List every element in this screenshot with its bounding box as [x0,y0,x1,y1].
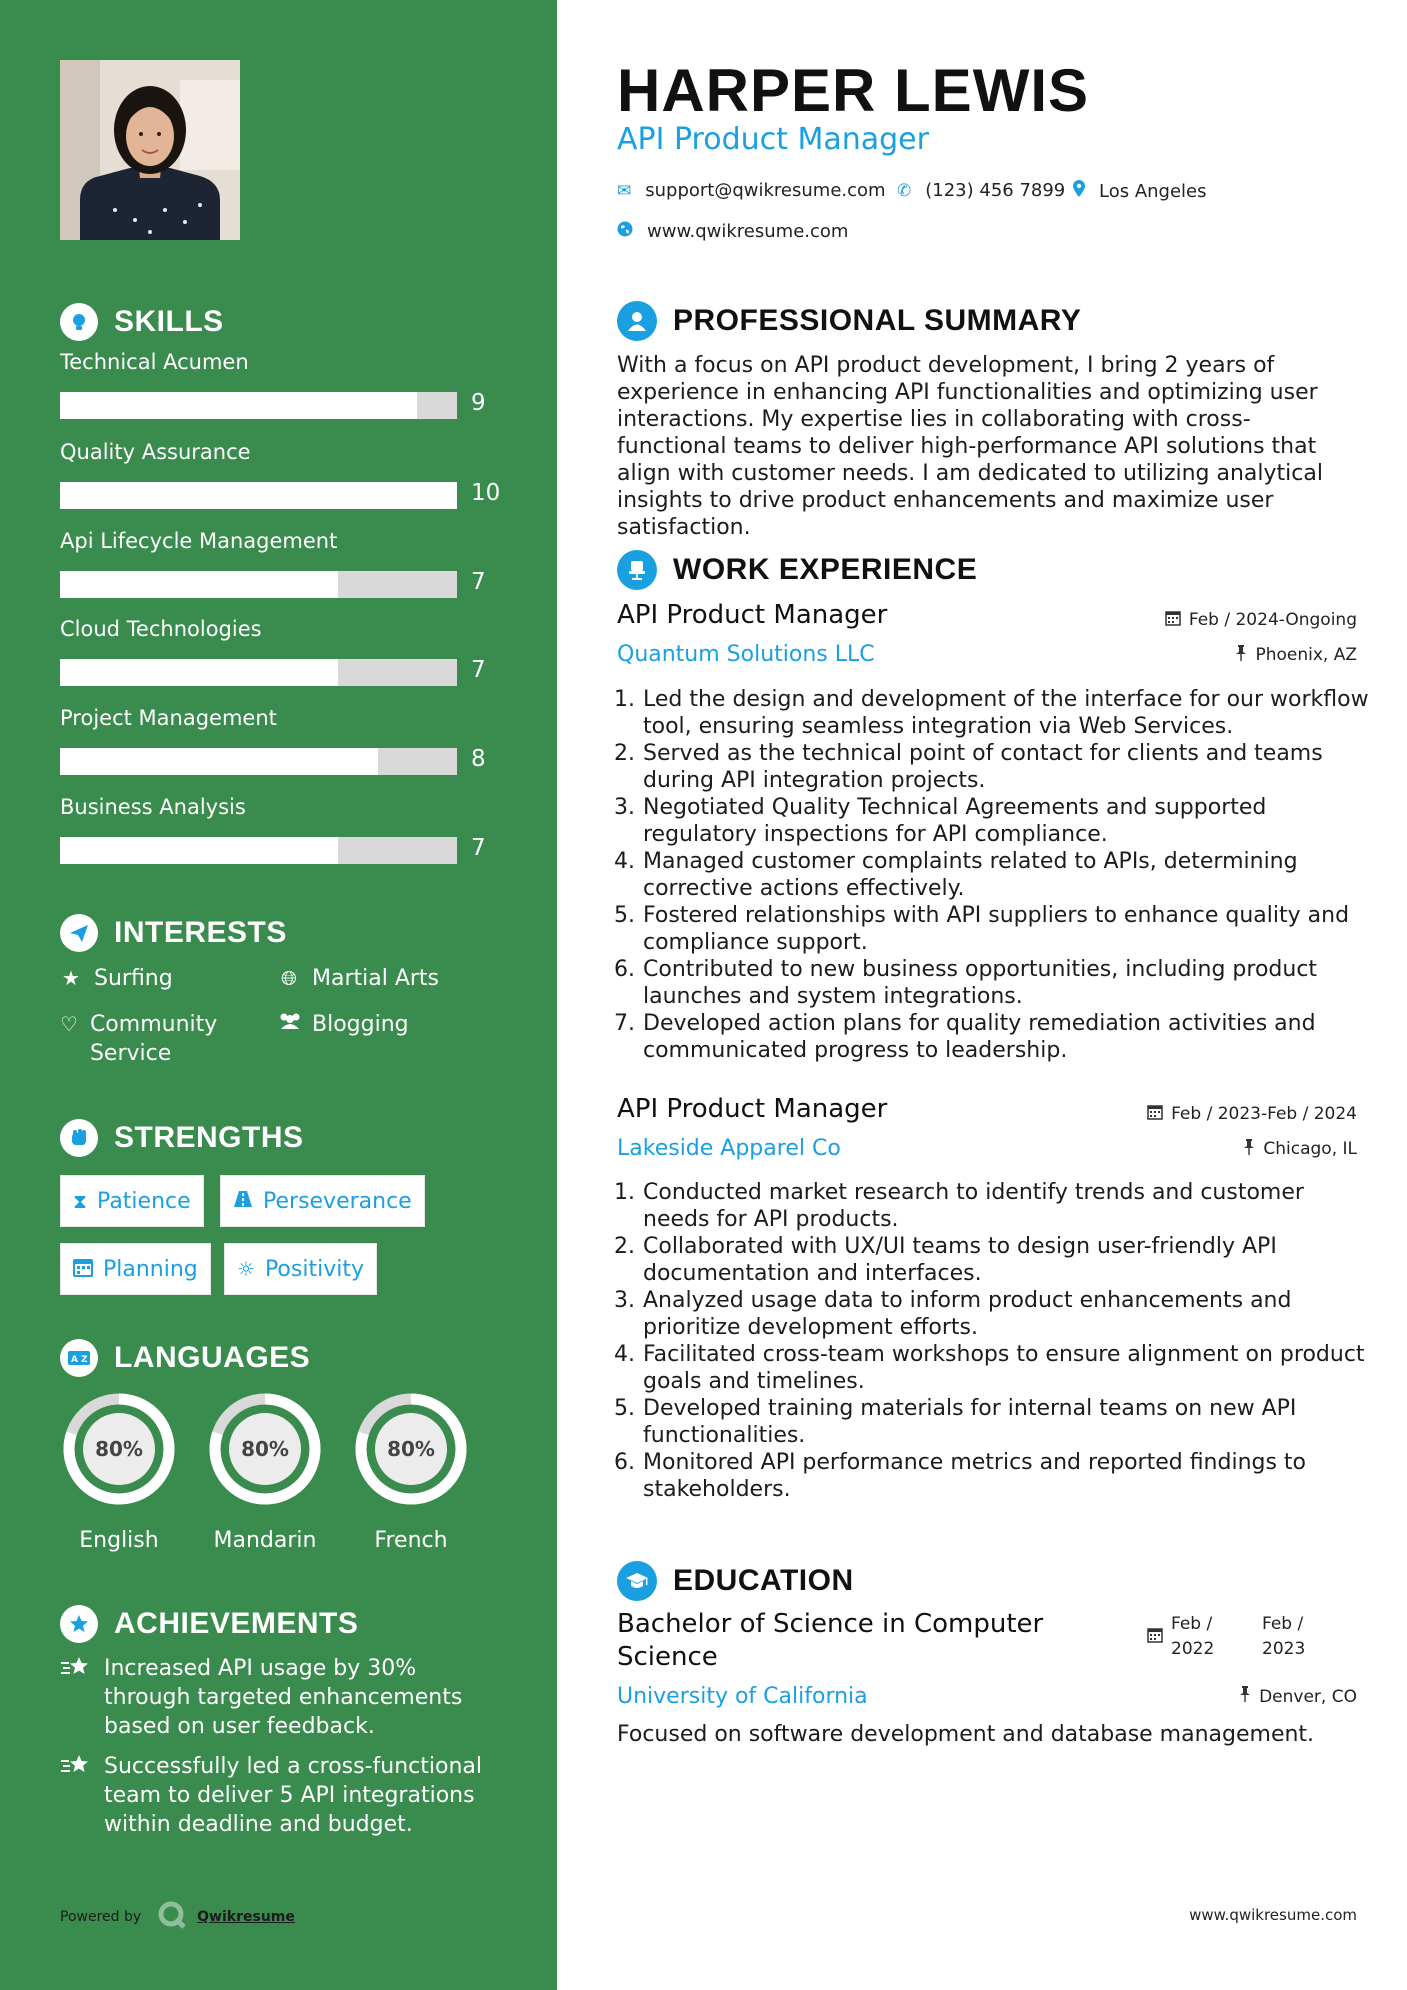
duty-text: Managed customer complaints related to APIs, determining corrective actions effectively. [643,849,1298,901]
job-title: API Product Manager [617,600,888,630]
skill-name: Quality Assurance [60,440,251,464]
job-duty [609,848,1369,902]
education-description: Focused on software development and database management. [617,1722,1315,1747]
duty-number: 4. [614,1342,635,1367]
duty-text: Served as the technical point of contact for clients and teams during API integration projects. [643,741,1323,793]
qwikresume-link[interactable]: Qwikresume [197,1909,295,1925]
interest-item: ♡ Community Service [60,1012,218,1066]
job-duty [609,1010,1369,1064]
calendar-icon [1165,610,1181,630]
job-duty [609,1449,1369,1503]
job-duty [609,1179,1369,1233]
globe-icon [617,221,633,242]
job-dates: Feb / 2024-Ongoing [1165,610,1357,630]
education-school: University of California [617,1684,868,1709]
language-percent: 80% [95,1437,143,1461]
achievement-item: Increased API usage by 30% through targeted enhancements based on user feedback. [60,1654,500,1741]
strengths-heading: STRENGTHS [60,1118,304,1158]
duty-number: 7. [614,1011,635,1036]
skill-bar [60,571,457,598]
pin-icon [1235,645,1247,665]
skill-level: 7 [471,657,486,683]
shooting-star-icon [60,1654,94,1741]
powered-by: Powered by Qwikresume [60,1900,295,1934]
experience-heading: WORK EXPERIENCE [617,550,977,590]
interest-item: 🌐︎ Martial Arts [278,964,439,993]
skill-level: 9 [471,390,486,416]
skill-bar [60,837,457,864]
education-end-date: Feb / 2023 [1262,1614,1306,1659]
interests-heading: INTERESTS [60,913,287,953]
job-location: Chicago, IL [1243,1139,1357,1159]
graduation-cap-icon [617,1561,657,1601]
skill-bar [60,748,457,775]
job-duty [609,686,1369,740]
interest-item: ★ Surfing [60,964,173,993]
job-location: Phoenix, AZ [1235,645,1357,665]
main-content [557,0,1407,1990]
duty-text: Negotiated Quality Technical Agreements and supported regulatory inspections for API compliance. [643,795,1267,847]
language-percent: 80% [387,1437,435,1461]
lightbulb-icon [60,303,98,341]
duty-number: 5. [614,1396,635,1421]
phone-icon: ✆ [897,180,912,201]
skill-item [60,440,501,506]
svg-text:A: A [71,1355,78,1365]
duty-text: Led the design and development of the interface for our workflow tool, ensuring seamless integration via Web Services. [643,687,1369,739]
skill-item [60,706,500,772]
skill-name: Technical Acumen [60,350,249,374]
language-name: Mandarin [213,1528,317,1553]
strength-tag: Planning [60,1243,211,1295]
qwikresume-logo-icon [157,1900,187,1934]
duty-text: Fostered relationships with API suppliers to enhance quality and compliance support. [643,903,1350,955]
language-name: English [79,1528,159,1553]
profile-photo [60,60,240,240]
duty-text: Facilitated cross-team workshops to ensure alignment on product goals and timelines. [643,1342,1365,1394]
contact-website: www.qwikresume.com [617,221,848,242]
skill-item [60,795,500,861]
education-location: Denver, CO [1239,1686,1357,1707]
strength-tag: ☼ Positivity [224,1243,377,1295]
duty-number: 2. [614,741,635,766]
hourglass-icon: ⧗ [73,1189,88,1213]
duty-number: 3. [614,795,635,820]
pin-icon [1243,1139,1255,1159]
footer-website[interactable]: www.qwikresume.com [1189,1906,1357,1924]
envelope-icon: ✉ [617,180,632,201]
calendar-icon [1147,1626,1163,1662]
skill-bar-fill [60,482,457,509]
education-degree: Bachelor of Science in Computer Science [617,1609,1044,1672]
user-icon [617,301,657,341]
job-duty [609,794,1369,848]
skill-item [60,529,500,595]
job-duty [609,1233,1369,1287]
contact-location: Los Angeles [1073,180,1207,202]
job-duty [609,1395,1369,1449]
skill-level: 10 [471,480,501,506]
users-icon [278,1010,300,1039]
duty-number: 4. [614,849,635,874]
skill-bar [60,392,457,419]
language-percent: 80% [241,1437,289,1461]
duty-number: 5. [614,903,635,928]
duty-text: Monitored API performance metrics and reported findings to stakeholders. [643,1450,1307,1502]
duty-text: Developed training materials for internal teams on new API functionalities. [643,1396,1297,1448]
job-dates: Feb / 2023-Feb / 2024 [1147,1104,1357,1124]
job-duty [609,1341,1369,1395]
language-ring [58,1388,180,1510]
fist-icon [60,1119,98,1157]
education-heading: EDUCATION [617,1561,854,1601]
sun-icon: ☼ [237,1257,255,1281]
language-name: French [374,1528,448,1553]
job-company: Quantum Solutions LLC [617,642,875,667]
skill-bar-fill [60,659,338,686]
skill-bar-fill [60,571,338,598]
map-pin-icon [1073,180,1085,202]
heart-icon: ♡ [60,1012,78,1036]
candidate-name: HARPER LEWIS [617,57,1090,124]
sidebar [0,0,557,1990]
duty-number: 6. [614,1450,635,1475]
skill-bar-fill [60,748,378,775]
language-ring [350,1388,472,1510]
achievement-item: Successfully led a cross-functional team to deliver 5 API integrations within deadline and budget. [60,1752,500,1839]
translate-icon [60,1339,98,1377]
svg-text:Z: Z [81,1355,88,1365]
job-duty [609,740,1369,794]
education-start-date: Feb / 2022 [1147,1612,1214,1662]
job-duties-list [609,686,1369,1064]
duty-number: 2. [614,1234,635,1259]
skill-level: 7 [471,835,486,861]
strength-tag: ⧗ Patience [60,1175,204,1227]
star-badge-icon [60,1605,98,1643]
duty-number: 1. [614,1180,635,1205]
summary-heading: PROFESSIONAL SUMMARY [617,301,1081,341]
chair-icon [617,550,657,590]
duty-text: Analyzed usage data to inform product enhancements and prioritize development efforts. [643,1288,1292,1340]
skill-item [60,617,500,683]
skill-bar [60,659,457,686]
duty-text: Collaborated with UX/UI teams to design user-friendly API documentation and interfaces. [643,1234,1277,1286]
duty-number: 6. [614,957,635,982]
language-item [350,1388,472,1553]
job-company: Lakeside Apparel Co [617,1136,841,1161]
languages-heading: A Z LANGUAGES [60,1338,310,1378]
duty-text: Contributed to new business opportunities, including product launches and system integrations. [643,957,1318,1009]
skill-level: 8 [471,746,486,772]
job-duty [609,1287,1369,1341]
duty-text: Conducted market research to identify trends and customer needs for API products. [643,1180,1304,1232]
contact-email: ✉ support@qwikresume.com [617,180,886,201]
skill-bar-fill [60,837,338,864]
job-duty [609,902,1369,956]
job-duties-list [609,1179,1369,1503]
skill-name: Project Management [60,706,277,730]
job-title: API Product Manager [617,1094,888,1124]
globe-icon: 🌐︎ [281,966,297,990]
skill-bar-fill [60,392,417,419]
job-duty [609,956,1369,1010]
duty-number: 1. [614,687,635,712]
skill-level: 7 [471,569,486,595]
skill-name: Business Analysis [60,795,246,819]
summary-text: With a focus on API product development, I bring 2 years of experience in enhancing API functionalities and optimizing user interactions. My expertise lies in collaborating with cross-functional teams to deliver high-performance API solutions that align with customer needs. I am dedicated to utilizing analytical insights to drive product enhancements and maximize user satisfaction. [617,353,1323,540]
road-icon [233,1189,253,1213]
interest-item: Blogging [278,1010,409,1039]
duty-number: 3. [614,1288,635,1313]
language-item [58,1388,180,1553]
star-icon: ★ [62,966,80,990]
skill-bar [60,482,457,509]
skill-name: Cloud Technologies [60,617,262,641]
skills-heading: SKILLS [60,302,224,342]
contact-phone: ✆ (123) 456 7899 [897,180,1066,201]
paper-plane-icon [60,914,98,952]
skill-name: Api Lifecycle Management [60,529,338,553]
shooting-star-icon [60,1752,94,1839]
skill-item [60,350,500,416]
calendar-icon [1147,1104,1163,1124]
duty-text: Developed action plans for quality remediation activities and communicated progress to leadership. [643,1011,1316,1063]
language-ring [204,1388,326,1510]
language-item [204,1388,326,1553]
strength-tag: Perseverance [220,1175,425,1227]
calendar-icon [73,1257,93,1282]
pin-icon [1239,1686,1251,1707]
achievements-heading: ACHIEVEMENTS [60,1604,358,1644]
candidate-role: API Product Manager [617,122,929,157]
